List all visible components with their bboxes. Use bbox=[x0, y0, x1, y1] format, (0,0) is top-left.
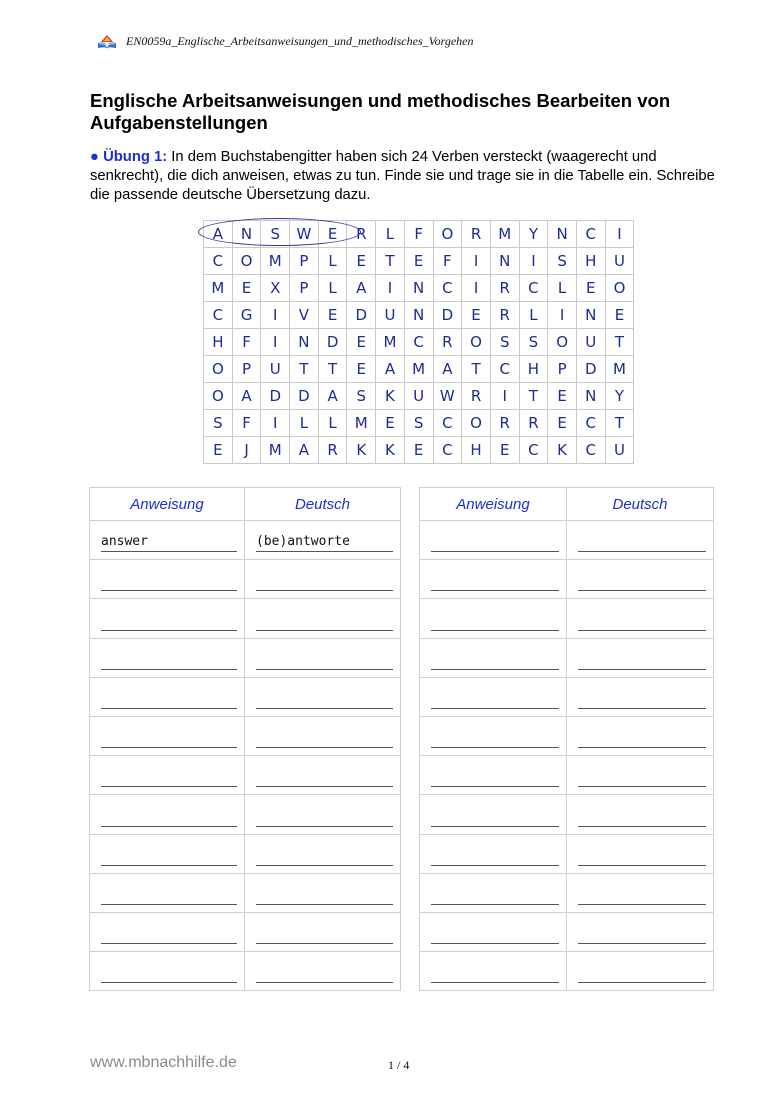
deutsch-cell bbox=[567, 716, 714, 755]
grid-row bbox=[204, 302, 634, 329]
anweisung-answer-line[interactable]: answer bbox=[101, 533, 237, 552]
grid-letter: H bbox=[576, 248, 605, 275]
grid-row bbox=[204, 275, 634, 302]
grid-letter: F bbox=[433, 248, 462, 275]
anweisung-cell bbox=[90, 873, 245, 912]
grid-letter: C bbox=[576, 437, 605, 464]
anweisung-cell bbox=[90, 677, 245, 716]
anweisung-cell bbox=[420, 952, 567, 991]
grid-letter: R bbox=[519, 410, 548, 437]
answer-row bbox=[90, 795, 401, 834]
deutsch-answer-line[interactable] bbox=[256, 768, 393, 787]
deutsch-answer-line[interactable] bbox=[578, 925, 706, 944]
deutsch-cell bbox=[245, 560, 401, 599]
grid-letter: O bbox=[204, 383, 233, 410]
grid-letter: C bbox=[433, 410, 462, 437]
grid-letter: Y bbox=[519, 221, 548, 248]
anweisung-answer-line[interactable] bbox=[431, 533, 559, 552]
answer-row bbox=[420, 912, 714, 951]
answer-row bbox=[90, 756, 401, 795]
grid-letter: L bbox=[290, 410, 319, 437]
grid-letter: D bbox=[318, 329, 347, 356]
grid-letter: E bbox=[548, 410, 577, 437]
deutsch-cell bbox=[567, 521, 714, 560]
grid-letter: M bbox=[261, 248, 290, 275]
deutsch-answer-line[interactable] bbox=[256, 925, 393, 944]
deutsch-answer-line[interactable] bbox=[578, 690, 706, 709]
page-header bbox=[97, 34, 474, 49]
anweisung-answer-line[interactable] bbox=[431, 729, 559, 748]
grid-letter: I bbox=[261, 329, 290, 356]
grid-letter: E bbox=[347, 248, 376, 275]
grid-letter: I bbox=[548, 302, 577, 329]
grid-letter: M bbox=[404, 356, 433, 383]
answer-row bbox=[90, 952, 401, 991]
deutsch-cell bbox=[567, 873, 714, 912]
deutsch-answer-line[interactable] bbox=[578, 572, 706, 591]
anweisung-answer-line[interactable] bbox=[101, 808, 237, 827]
grid-letter: R bbox=[462, 383, 491, 410]
deutsch-cell bbox=[245, 677, 401, 716]
grid-row bbox=[204, 437, 634, 464]
grid-letter: T bbox=[290, 356, 319, 383]
deutsch-answer-line[interactable] bbox=[578, 729, 706, 748]
grid-letter: R bbox=[433, 329, 462, 356]
grid-letter: G bbox=[232, 302, 261, 329]
anweisung-cell bbox=[90, 795, 245, 834]
exercise-text: In dem Buchstabengitter haben sich 24 Verben versteckt (waagerecht und senkrecht), die dich anweisen, etwas zu tun. Finde sie und trage sie in die Tabelle ein. Schreibe die passende deutsche Übersetzung dazu. bbox=[90, 149, 715, 203]
deutsch-cell bbox=[245, 599, 401, 638]
grid-letter: F bbox=[232, 410, 261, 437]
grid-row bbox=[204, 356, 634, 383]
column-header-anweisung: Anweisung bbox=[420, 488, 567, 521]
grid-letter: L bbox=[318, 275, 347, 302]
grid-letter: R bbox=[347, 221, 376, 248]
answer-row bbox=[90, 912, 401, 951]
grid-letter: A bbox=[318, 383, 347, 410]
anweisung-cell bbox=[420, 834, 567, 873]
grid-letter: U bbox=[605, 248, 634, 275]
exercise-instructions bbox=[90, 148, 730, 205]
anweisung-answer-line[interactable] bbox=[101, 690, 237, 709]
grid-letter: M bbox=[347, 410, 376, 437]
anweisung-cell bbox=[420, 677, 567, 716]
column-header-anweisung: Anweisung bbox=[90, 488, 245, 521]
grid-letter: C bbox=[433, 275, 462, 302]
deutsch-cell bbox=[245, 912, 401, 951]
answer-row bbox=[420, 834, 714, 873]
grid-letter: H bbox=[519, 356, 548, 383]
anweisung-cell bbox=[420, 560, 567, 599]
grid-letter: R bbox=[318, 437, 347, 464]
grid-letter: S bbox=[261, 221, 290, 248]
deutsch-answer-line[interactable] bbox=[578, 533, 706, 552]
grid-letter: T bbox=[605, 329, 634, 356]
anweisung-answer-line[interactable] bbox=[101, 651, 237, 670]
answer-row bbox=[420, 560, 714, 599]
anweisung-cell bbox=[90, 834, 245, 873]
grid-letter: O bbox=[232, 248, 261, 275]
grid-letter: U bbox=[605, 437, 634, 464]
grid-letter: K bbox=[376, 383, 405, 410]
grid-letter: K bbox=[548, 437, 577, 464]
grid-letter: M bbox=[204, 275, 233, 302]
anweisung-answer-line[interactable] bbox=[101, 768, 237, 787]
book-logo-icon bbox=[97, 35, 117, 49]
grid-letter: L bbox=[519, 302, 548, 329]
anweisung-answer-line[interactable] bbox=[431, 572, 559, 591]
footer-website: www.mbnachhilfe.de bbox=[90, 1054, 237, 1071]
grid-letter: C bbox=[490, 356, 519, 383]
grid-letter: Y bbox=[605, 383, 634, 410]
anweisung-cell bbox=[420, 912, 567, 951]
grid-letter: N bbox=[404, 275, 433, 302]
grid-row bbox=[204, 221, 634, 248]
anweisung-cell bbox=[420, 638, 567, 677]
grid-letter: J bbox=[232, 437, 261, 464]
grid-letter: N bbox=[576, 383, 605, 410]
answer-row bbox=[90, 599, 401, 638]
grid-letter: R bbox=[490, 302, 519, 329]
grid-letter: F bbox=[232, 329, 261, 356]
grid-letter: D bbox=[576, 356, 605, 383]
answer-row bbox=[90, 834, 401, 873]
grid-letter: D bbox=[347, 302, 376, 329]
grid-letter: E bbox=[576, 275, 605, 302]
grid-letter: S bbox=[204, 410, 233, 437]
anweisung-answer-line[interactable] bbox=[431, 690, 559, 709]
grid-letter: A bbox=[204, 221, 233, 248]
deutsch-cell bbox=[245, 834, 401, 873]
grid-letter: O bbox=[548, 329, 577, 356]
deutsch-cell bbox=[245, 795, 401, 834]
answer-row bbox=[90, 638, 401, 677]
deutsch-answer-line[interactable] bbox=[578, 964, 706, 983]
grid-letter: N bbox=[490, 248, 519, 275]
grid-letter: I bbox=[490, 383, 519, 410]
anweisung-cell bbox=[420, 873, 567, 912]
grid-letter: C bbox=[519, 437, 548, 464]
grid-letter: R bbox=[490, 275, 519, 302]
deutsch-cell bbox=[245, 716, 401, 755]
grid-letter: C bbox=[404, 329, 433, 356]
anweisung-answer-line[interactable] bbox=[431, 651, 559, 670]
answer-row bbox=[420, 716, 714, 755]
anweisung-answer-line[interactable] bbox=[431, 925, 559, 944]
grid-letter: A bbox=[232, 383, 261, 410]
anweisung-cell bbox=[90, 599, 245, 638]
deutsch-cell bbox=[567, 560, 714, 599]
grid-letter: P bbox=[290, 248, 319, 275]
anweisung-cell bbox=[420, 521, 567, 560]
anweisung-cell bbox=[90, 756, 245, 795]
deutsch-answer-line[interactable] bbox=[578, 808, 706, 827]
anweisung-cell bbox=[420, 599, 567, 638]
grid-row bbox=[204, 383, 634, 410]
grid-letter: L bbox=[548, 275, 577, 302]
grid-letter: P bbox=[232, 356, 261, 383]
grid-letter: M bbox=[261, 437, 290, 464]
grid-letter: N bbox=[290, 329, 319, 356]
grid-letter: M bbox=[376, 329, 405, 356]
grid-letter: I bbox=[605, 221, 634, 248]
answer-row bbox=[420, 599, 714, 638]
deutsch-cell bbox=[567, 795, 714, 834]
deutsch-cell bbox=[567, 638, 714, 677]
column-header-deutsch: Deutsch bbox=[567, 488, 714, 521]
anweisung-answer-line[interactable] bbox=[431, 808, 559, 827]
grid-letter: S bbox=[347, 383, 376, 410]
deutsch-answer-line[interactable] bbox=[578, 768, 706, 787]
column-header-deutsch: Deutsch bbox=[245, 488, 401, 521]
grid-letter: A bbox=[433, 356, 462, 383]
deutsch-answer-line[interactable] bbox=[256, 729, 393, 748]
grid-letter: E bbox=[347, 356, 376, 383]
answer-row bbox=[420, 521, 714, 560]
grid-letter: R bbox=[462, 221, 491, 248]
grid-row bbox=[204, 410, 634, 437]
grid-letter: I bbox=[376, 275, 405, 302]
answer-row bbox=[420, 952, 714, 991]
grid-letter: S bbox=[519, 329, 548, 356]
grid-letter: V bbox=[290, 302, 319, 329]
grid-letter: S bbox=[548, 248, 577, 275]
anweisung-answer-line[interactable] bbox=[431, 964, 559, 983]
deutsch-answer-line[interactable] bbox=[578, 886, 706, 905]
grid-letter: H bbox=[462, 437, 491, 464]
answer-row bbox=[420, 795, 714, 834]
grid-letter: N bbox=[548, 221, 577, 248]
anweisung-cell bbox=[90, 952, 245, 991]
document-id: EN0059a_Englische_Arbeitsanweisungen_und_methodisches_Vorgehen bbox=[126, 34, 474, 48]
deutsch-cell bbox=[245, 873, 401, 912]
grid-letter: A bbox=[347, 275, 376, 302]
answer-table-right bbox=[419, 487, 714, 991]
deutsch-cell bbox=[567, 756, 714, 795]
deutsch-answer-line[interactable] bbox=[256, 572, 393, 591]
anweisung-cell bbox=[420, 795, 567, 834]
deutsch-answer-line[interactable] bbox=[256, 847, 393, 866]
anweisung-cell bbox=[90, 521, 245, 560]
deutsch-answer-line[interactable] bbox=[256, 651, 393, 670]
grid-letter: W bbox=[290, 221, 319, 248]
deutsch-cell bbox=[245, 952, 401, 991]
grid-letter: F bbox=[404, 221, 433, 248]
grid-letter: C bbox=[204, 248, 233, 275]
deutsch-cell bbox=[567, 834, 714, 873]
anweisung-answer-line[interactable] bbox=[101, 847, 237, 866]
grid-letter: K bbox=[347, 437, 376, 464]
grid-letter: S bbox=[490, 329, 519, 356]
grid-letter: E bbox=[376, 410, 405, 437]
grid-letter: D bbox=[290, 383, 319, 410]
grid-letter: C bbox=[576, 410, 605, 437]
grid-letter: N bbox=[404, 302, 433, 329]
anweisung-answer-line[interactable] bbox=[101, 572, 237, 591]
anweisung-cell bbox=[420, 756, 567, 795]
grid-letter: C bbox=[576, 221, 605, 248]
grid-letter: L bbox=[318, 410, 347, 437]
page-title: Englische Arbeitsanweisungen und methodisches Bearbeiten von Aufgabenstellungen bbox=[90, 90, 671, 133]
grid-letter: L bbox=[376, 221, 405, 248]
grid-row bbox=[204, 248, 634, 275]
page-number: 1 / 4 bbox=[388, 1058, 410, 1072]
grid-letter: C bbox=[519, 275, 548, 302]
grid-letter: A bbox=[376, 356, 405, 383]
anweisung-answer-line[interactable] bbox=[431, 847, 559, 866]
anweisung-answer-line[interactable] bbox=[101, 925, 237, 944]
grid-letter: P bbox=[290, 275, 319, 302]
letter-grid bbox=[203, 220, 634, 464]
grid-letter: M bbox=[490, 221, 519, 248]
answer-row bbox=[90, 560, 401, 599]
answer-row bbox=[420, 873, 714, 912]
grid-letter: U bbox=[376, 302, 405, 329]
grid-letter: E bbox=[404, 248, 433, 275]
grid-letter: I bbox=[261, 302, 290, 329]
grid-letter: T bbox=[519, 383, 548, 410]
grid-letter: E bbox=[232, 275, 261, 302]
grid-letter: E bbox=[204, 437, 233, 464]
grid-letter: U bbox=[576, 329, 605, 356]
answer-row bbox=[90, 521, 401, 560]
grid-letter: E bbox=[605, 302, 634, 329]
anweisung-answer-line[interactable] bbox=[101, 729, 237, 748]
grid-letter: X bbox=[261, 275, 290, 302]
grid-letter: T bbox=[462, 356, 491, 383]
grid-letter: W bbox=[433, 383, 462, 410]
grid-letter: O bbox=[462, 329, 491, 356]
grid-letter: E bbox=[462, 302, 491, 329]
grid-letter: N bbox=[232, 221, 261, 248]
deutsch-cell bbox=[245, 638, 401, 677]
grid-letter: I bbox=[261, 410, 290, 437]
grid-letter: I bbox=[462, 275, 491, 302]
deutsch-answer-line[interactable] bbox=[256, 690, 393, 709]
deutsch-cell bbox=[567, 952, 714, 991]
grid-letter: I bbox=[519, 248, 548, 275]
bullet-icon: ● bbox=[90, 149, 99, 165]
deutsch-answer-line[interactable] bbox=[256, 886, 393, 905]
grid-letter: E bbox=[490, 437, 519, 464]
anweisung-answer-line[interactable] bbox=[101, 612, 237, 631]
deutsch-answer-line[interactable] bbox=[256, 808, 393, 827]
grid-letter: E bbox=[548, 383, 577, 410]
grid-letter: D bbox=[433, 302, 462, 329]
anweisung-cell bbox=[90, 716, 245, 755]
anweisung-answer-line[interactable] bbox=[101, 886, 237, 905]
deutsch-answer-line[interactable]: (be)antworte bbox=[256, 533, 393, 552]
grid-letter: T bbox=[376, 248, 405, 275]
answer-table-left bbox=[89, 487, 401, 991]
answer-row bbox=[420, 677, 714, 716]
deutsch-answer-line[interactable] bbox=[578, 847, 706, 866]
answer-row bbox=[90, 873, 401, 912]
grid-letter: O bbox=[462, 410, 491, 437]
anweisung-answer-line[interactable] bbox=[431, 886, 559, 905]
grid-letter: E bbox=[318, 221, 347, 248]
anweisung-cell bbox=[90, 560, 245, 599]
deutsch-cell bbox=[245, 756, 401, 795]
grid-letter: P bbox=[548, 356, 577, 383]
answer-row bbox=[90, 716, 401, 755]
deutsch-answer-line[interactable] bbox=[256, 612, 393, 631]
grid-letter: K bbox=[376, 437, 405, 464]
deutsch-cell bbox=[567, 912, 714, 951]
grid-letter: M bbox=[605, 356, 634, 383]
grid-letter: H bbox=[204, 329, 233, 356]
grid-row bbox=[204, 329, 634, 356]
deutsch-cell bbox=[245, 521, 401, 560]
anweisung-answer-line[interactable] bbox=[431, 768, 559, 787]
exercise-label: Übung 1: bbox=[103, 149, 168, 165]
grid-letter: C bbox=[433, 437, 462, 464]
grid-letter: I bbox=[462, 248, 491, 275]
grid-letter: S bbox=[404, 410, 433, 437]
deutsch-answer-line[interactable] bbox=[578, 651, 706, 670]
grid-letter: E bbox=[347, 329, 376, 356]
grid-letter: U bbox=[261, 356, 290, 383]
grid-letter: T bbox=[318, 356, 347, 383]
grid-letter: R bbox=[490, 410, 519, 437]
deutsch-answer-line[interactable] bbox=[578, 612, 706, 631]
grid-letter: A bbox=[290, 437, 319, 464]
answer-row bbox=[420, 756, 714, 795]
grid-letter: L bbox=[318, 248, 347, 275]
grid-letter: E bbox=[404, 437, 433, 464]
anweisung-cell bbox=[420, 716, 567, 755]
answer-row bbox=[420, 638, 714, 677]
grid-letter: T bbox=[605, 410, 634, 437]
grid-letter: D bbox=[261, 383, 290, 410]
grid-letter: O bbox=[605, 275, 634, 302]
grid-letter: O bbox=[433, 221, 462, 248]
anweisung-cell bbox=[90, 638, 245, 677]
anweisung-cell bbox=[90, 912, 245, 951]
anweisung-answer-line[interactable] bbox=[101, 964, 237, 983]
deutsch-answer-line[interactable] bbox=[256, 964, 393, 983]
grid-letter: U bbox=[404, 383, 433, 410]
anweisung-answer-line[interactable] bbox=[431, 612, 559, 631]
grid-letter: N bbox=[576, 302, 605, 329]
answer-row bbox=[90, 677, 401, 716]
grid-letter: O bbox=[204, 356, 233, 383]
grid-letter: E bbox=[318, 302, 347, 329]
grid-letter: C bbox=[204, 302, 233, 329]
deutsch-cell bbox=[567, 599, 714, 638]
deutsch-cell bbox=[567, 677, 714, 716]
